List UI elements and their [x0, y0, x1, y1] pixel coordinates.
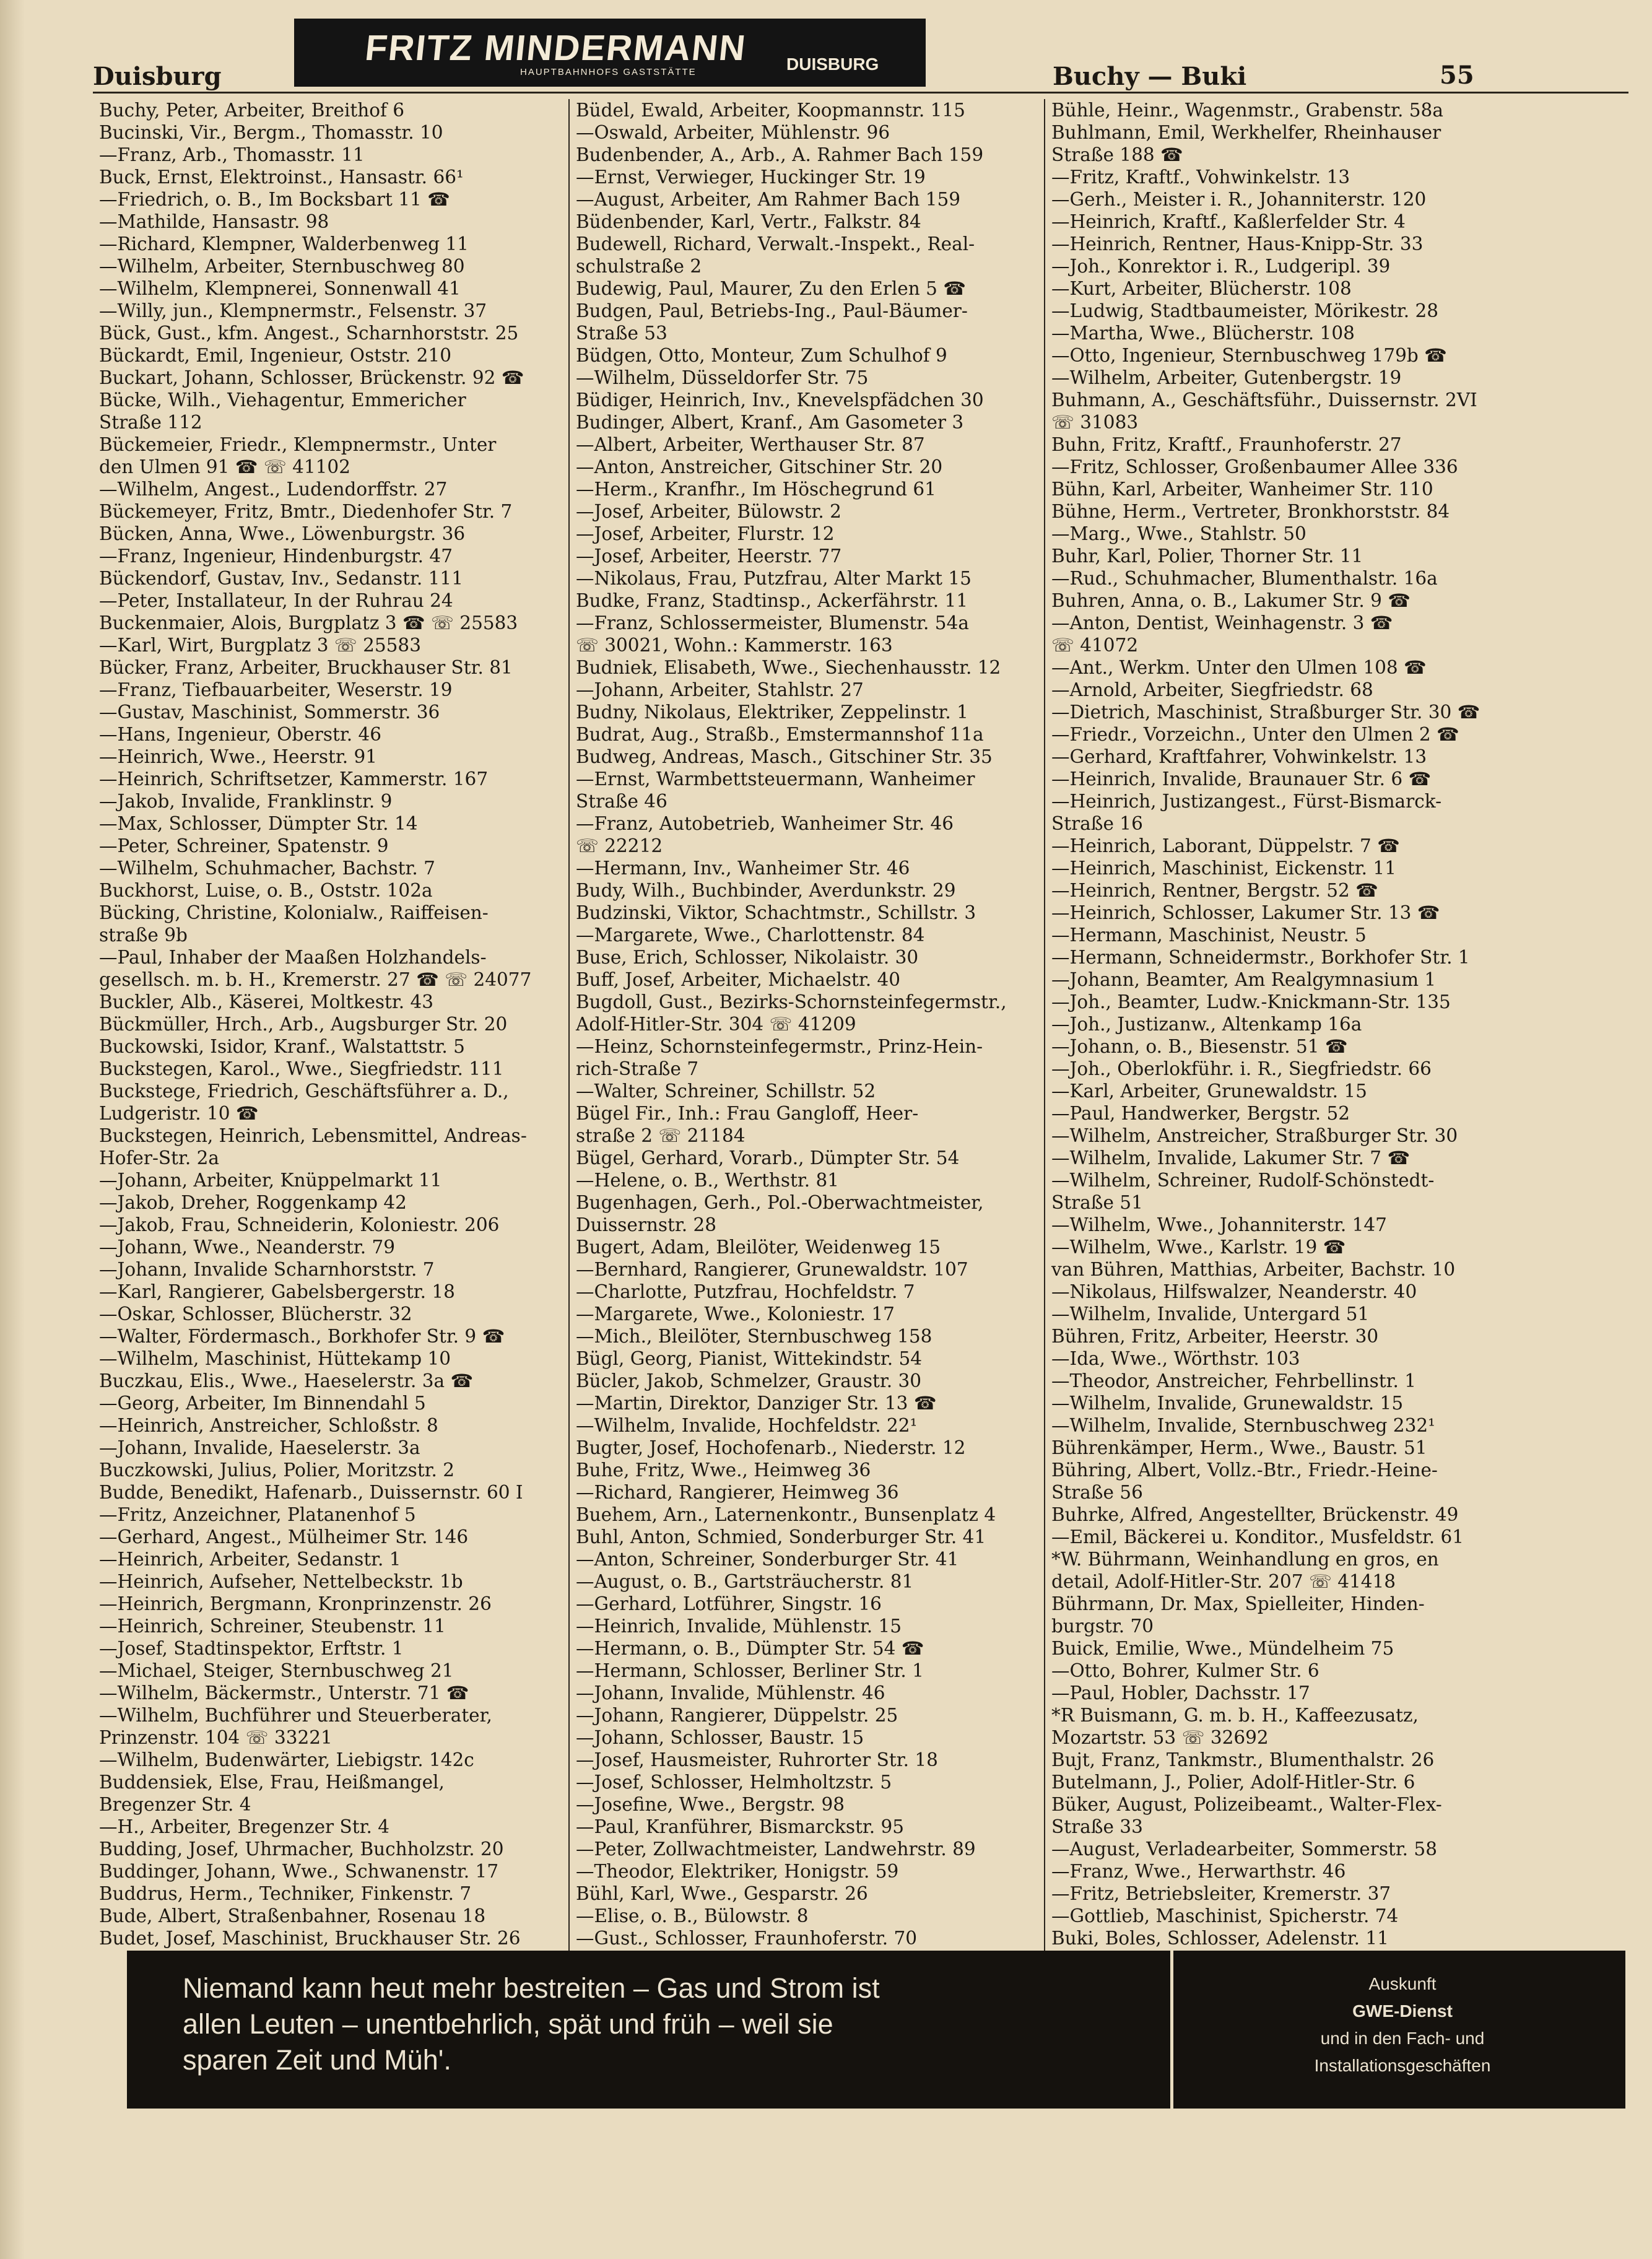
header-advertisement [294, 19, 926, 87]
directory-entry: ☏ 41072 [1051, 635, 1139, 656]
directory-entry: —Heinrich, Invalide, Braunauer Str. 6 ☎ [1051, 768, 1432, 790]
directory-entry: —Wilhelm, Schuhmacher, Bachstr. 7 [99, 858, 435, 879]
directory-entry: —Margarete, Wwe., Koloniestr. 17 [576, 1304, 895, 1325]
directory-entry: —Wilhelm, Schreiner, Rudolf-Schönstedt- [1051, 1170, 1435, 1191]
directory-entry: *R Buismann, G. m. b. H., Kaffeezusatz, [1051, 1705, 1419, 1726]
directory-entry: —Walter, Fördermasch., Borkhofer Str. 9 ☎ [99, 1326, 505, 1347]
directory-entry: —Fritz, Schlosser, Großenbaumer Allee 336 [1051, 456, 1458, 477]
directory-entry: Bückmüller, Hrch., Arb., Augsburger Str. 20 [99, 1014, 508, 1035]
directory-entry: —Heinrich, Rentner, Haus-Knipp-Str. 33 [1051, 233, 1424, 255]
directory-entry: —Kurt, Arbeiter, Blücherstr. 108 [1051, 278, 1352, 299]
directory-entry: Budewig, Paul, Maurer, Zu den Erlen 5 ☎ [576, 278, 967, 299]
directory-entry: —Josef, Schlosser, Helmholtzstr. 5 [576, 1772, 892, 1793]
directory-entry: —Johann, Invalide, Mühlenstr. 46 [576, 1682, 885, 1704]
directory-entry: —Heinrich, Arbeiter, Sedanstr. 1 [99, 1549, 401, 1570]
directory-entry: Budniek, Elisabeth, Wwe., Siechenhausstr. 12 [576, 657, 1001, 678]
directory-entry: —Joh., Oberlokführ. i. R., Siegfriedstr. 66 [1051, 1058, 1432, 1079]
directory-entry: —Georg, Arbeiter, Im Binnendahl 5 [99, 1393, 426, 1414]
directory-entry: Bücke, Wilh., Viehagentur, Emmericher [99, 390, 466, 411]
directory-entry: —Margarete, Wwe., Charlottenstr. 84 [576, 925, 925, 946]
directory-entry: burgstr. 70 [1051, 1616, 1154, 1637]
directory-entry: —Marg., Wwe., Stahlstr. 50 [1051, 523, 1306, 544]
directory-entry: —Jakob, Invalide, Franklinstr. 9 [99, 791, 393, 812]
directory-entry: Büdgen, Otto, Monteur, Zum Schulhof 9 [576, 345, 947, 366]
directory-entry: Bückendorf, Gustav, Inv., Sedanstr. 111 [99, 568, 463, 589]
directory-entry: —August, Arbeiter, Am Rahmer Bach 159 [576, 189, 961, 210]
directory-entry: —Heinrich, Bergmann, Kronprinzenstr. 26 [99, 1593, 492, 1614]
directory-entry: —Oskar, Schlosser, Blücherstr. 32 [99, 1304, 412, 1325]
ad-slogan [183, 1970, 1223, 2078]
directory-entry: —Josef, Stadtinspektor, Erftstr. 1 [99, 1638, 404, 1659]
directory-entry: Bude, Albert, Straßenbahner, Rosenau 18 [99, 1905, 486, 1926]
column-2 [576, 99, 1037, 1951]
directory-entry: —Wilhelm, Invalide, Lakumer Str. 7 ☎ [1051, 1147, 1411, 1169]
page-edge [0, 0, 25, 2259]
directory-entry: Buhr, Karl, Polier, Thorner Str. 11 [1051, 546, 1363, 567]
directory-entry: Buckowski, Isidor, Kranf., Walstattstr. 5 [99, 1036, 465, 1057]
directory-entry: Buddinger, Johann, Wwe., Schwanenstr. 17 [99, 1861, 499, 1882]
directory-entry: den Ulmen 91 ☎ ☏ 41102 [99, 456, 350, 477]
directory-entry: —Dietrich, Maschinist, Straßburger Str. 30 ☎ [1051, 702, 1480, 723]
directory-entry: —Johann, Arbeiter, Stahlstr. 27 [576, 679, 864, 700]
directory-entry: Buse, Erich, Schlosser, Nikolaistr. 30 [576, 947, 919, 968]
ad-divider [1170, 1951, 1173, 2109]
running-head-left: Duisburg [93, 62, 222, 91]
directory-entry: —Martin, Direktor, Danziger Str. 13 ☎ [576, 1393, 937, 1414]
directory-entry: Straße 56 [1051, 1482, 1143, 1503]
directory-entry: Adolf-Hitler-Str. 304 ☏ 41209 [576, 1014, 856, 1035]
directory-entry: —Wilhelm, Invalide, Sternbuschweg 232¹ [1051, 1415, 1435, 1436]
banner-city: DUISBURG [786, 54, 879, 74]
directory-entry: Bühne, Herm., Vertreter, Bronkhorststr. 84 [1051, 501, 1450, 522]
directory-entry: Buhe, Fritz, Wwe., Heimweg 36 [576, 1460, 871, 1481]
directory-entry: —Josef, Arbeiter, Bülowstr. 2 [576, 501, 841, 522]
directory-entry: —Ant., Werkm. Unter den Ulmen 108 ☎ [1051, 657, 1427, 678]
directory-columns [93, 99, 1628, 1957]
directory-entry: —Johann, Beamter, Am Realgymnasium 1 [1051, 969, 1437, 990]
directory-entry: —Gust., Schlosser, Fraunhoferstr. 70 [576, 1928, 918, 1949]
directory-entry: Buhn, Fritz, Kraftf., Fraunhoferstr. 27 [1051, 434, 1402, 455]
directory-entry: Bucinski, Vir., Bergm., Thomasstr. 10 [99, 122, 443, 143]
directory-entry: —Gerhard, Lotführer, Singstr. 16 [576, 1593, 882, 1614]
directory-entry: —Otto, Bohrer, Kulmer Str. 6 [1051, 1660, 1319, 1681]
directory-entry: Bückardt, Emil, Ingenieur, Oststr. 210 [99, 345, 451, 366]
directory-entry: Bücken, Anna, Wwe., Löwenburgstr. 36 [99, 523, 466, 544]
directory-entry: Budzinski, Viktor, Schachtmstr., Schillstr. 3 [576, 902, 976, 923]
directory-entry: —Heinrich, Maschinist, Eickenstr. 11 [1051, 858, 1396, 879]
directory-entry: Bühring, Albert, Vollz.-Btr., Friedr.-Heine- [1051, 1460, 1438, 1481]
column-divider [1044, 99, 1045, 1951]
directory-entry: Bühl, Karl, Wwe., Gesparstr. 26 [576, 1883, 868, 1904]
directory-entry: Bücler, Jakob, Schmelzer, Graustr. 30 [576, 1370, 922, 1391]
directory-entry: Büker, August, Polizeibeamt., Walter-Flex- [1051, 1794, 1442, 1815]
directory-entry: —Heinrich, Anstreicher, Schloßstr. 8 [99, 1415, 438, 1436]
directory-entry: —Emil, Bäckerei u. Konditor., Musfeldstr. 61 [1051, 1526, 1464, 1547]
directory-entry: Budewell, Richard, Verwalt.-Inspekt., Real- [576, 233, 975, 255]
directory-entry: Buckenmaier, Alois, Burgplatz 3 ☎ ☏ 25583 [99, 612, 518, 633]
directory-entry: —Theodor, Elektriker, Honigstr. 59 [576, 1861, 899, 1882]
directory-entry: Bugter, Josef, Hochofenarb., Niederstr. 12 [576, 1437, 966, 1458]
directory-entry: —Karl, Wirt, Burgplatz 3 ☏ 25583 [99, 635, 421, 656]
running-head-right: Buchy — Buki [1053, 62, 1247, 91]
ad-info-line: und in den Fach- und [1320, 2029, 1485, 2048]
directory-entry: Buki, Boles, Schlosser, Adelenstr. 11 [1051, 1928, 1389, 1949]
directory-entry: —Albert, Arbeiter, Werthauser Str. 87 [576, 434, 925, 455]
directory-entry: Budgen, Paul, Betriebs-Ing., Paul-Bäumer- [576, 300, 968, 321]
directory-entry: van Bühren, Matthias, Arbeiter, Bachstr. 10 [1051, 1259, 1456, 1280]
directory-entry: —Wilhelm, Buchführer und Steuerberater, [99, 1705, 492, 1726]
ad-info-line: Auskunft [1368, 1974, 1437, 1993]
directory-entry: —Heinrich, Invalide, Mühlenstr. 15 [576, 1616, 902, 1637]
directory-entry: Budinger, Albert, Kranf., Am Gasometer 3 [576, 412, 964, 433]
directory-entry: —Wilhelm, Arbeiter, Sternbuschweg 80 [99, 256, 465, 277]
directory-entry: —Wilhelm, Düsseldorfer Str. 75 [576, 367, 869, 388]
directory-entry: —Johann, Arbeiter, Knüppelmarkt 11 [99, 1170, 442, 1191]
directory-entry: Buckart, Johann, Schlosser, Brückenstr. 92 ☎ [99, 367, 524, 388]
directory-entry: —Max, Schlosser, Dümpter Str. 14 [99, 813, 418, 834]
directory-entry: —Heinrich, Kraftf., Kaßlerfelder Str. 4 [1051, 211, 1406, 232]
directory-entry: —Martha, Wwe., Blücherstr. 108 [1051, 323, 1355, 344]
directory-entry: Buckstegen, Karol., Wwe., Siegfriedstr. 111 [99, 1058, 504, 1079]
directory-entry: —Johann, Wwe., Neanderstr. 79 [99, 1237, 396, 1258]
directory-entry: —Mich., Bleilöter, Sternbuschweg 158 [576, 1326, 933, 1347]
directory-entry: Straße 33 [1051, 1816, 1143, 1837]
directory-entry: —Hans, Ingenieur, Oberstr. 46 [99, 724, 381, 745]
directory-entry: Budny, Nikolaus, Elektriker, Zeppelinstr. 1 [576, 702, 968, 723]
directory-entry: —Gustav, Maschinist, Sommerstr. 36 [99, 702, 440, 723]
directory-entry: —Wilhelm, Anstreicher, Straßburger Str. 30 [1051, 1125, 1458, 1146]
directory-entry: —Paul, Handwerker, Bergstr. 52 [1051, 1103, 1350, 1124]
directory-entry: —Paul, Inhaber der Maaßen Holzhandels- [99, 947, 487, 968]
directory-entry: straße 9b [99, 925, 188, 946]
directory-entry: —Anton, Schreiner, Sonderburger Str. 41 [576, 1549, 959, 1570]
directory-entry: —Hermann, Maschinist, Neustr. 5 [1051, 925, 1367, 946]
directory-entry: —Ida, Wwe., Wörthstr. 103 [1051, 1348, 1300, 1369]
directory-entry: Bück, Gust., kfm. Angest., Scharnhorststr. 25 [99, 323, 519, 344]
directory-entry: Bugdoll, Gust., Bezirks-Schornsteinfegermstr., [576, 991, 1007, 1012]
directory-entry: —Friedrich, o. B., Im Bocksbart 11 ☎ [99, 189, 450, 210]
directory-entry: —Hermann, Schneidermstr., Borkhofer Str. 1 [1051, 947, 1470, 968]
directory-entry: —Karl, Arbeiter, Grunewaldstr. 15 [1051, 1081, 1367, 1102]
directory-entry: Budding, Josef, Uhrmacher, Buchholzstr. 20 [99, 1839, 504, 1860]
directory-entry: —Josef, Arbeiter, Flurstr. 12 [576, 523, 835, 544]
directory-entry: —Hermann, Schlosser, Berliner Str. 1 [576, 1660, 924, 1681]
directory-entry: Buhmann, A., Geschäftsführ., Duissernstr. 2VI [1051, 390, 1477, 411]
ad-info [1180, 1970, 1625, 2079]
directory-entry: —Oswald, Arbeiter, Mühlenstr. 96 [576, 122, 890, 143]
directory-entry: —Johann, Schlosser, Baustr. 15 [576, 1727, 864, 1748]
directory-entry: detail, Adolf-Hitler-Str. 207 ☏ 41418 [1051, 1571, 1396, 1592]
directory-entry: —Richard, Rangierer, Heimweg 36 [576, 1482, 899, 1503]
directory-entry: —Gerh., Meister i. R., Johanniterstr. 120 [1051, 189, 1427, 210]
ad-info-title: GWE-Dienst [1352, 2001, 1453, 2021]
directory-entry: —Arnold, Arbeiter, Siegfriedstr. 68 [1051, 679, 1373, 700]
directory-entry: Bujt, Franz, Tankmstr., Blumenthalstr. 26 [1051, 1749, 1435, 1770]
directory-entry: —Wilhelm, Wwe., Johanniterstr. 147 [1051, 1214, 1387, 1235]
directory-entry: —Ernst, Verwieger, Huckinger Str. 19 [576, 167, 926, 188]
directory-entry: —Peter, Zollwachtmeister, Landwehrstr. 89 [576, 1839, 976, 1860]
directory-entry: Budenbender, A., Arb., A. Rahmer Bach 159 [576, 144, 984, 165]
directory-entry: Buddrus, Herm., Techniker, Finkenstr. 7 [99, 1883, 472, 1904]
directory-entry: —Wilhelm, Wwe., Karlstr. 19 ☎ [1051, 1237, 1346, 1258]
directory-entry: —Nikolaus, Hilfswalzer, Neanderstr. 40 [1051, 1281, 1417, 1302]
directory-entry: —Heinrich, Rentner, Bergstr. 52 ☎ [1051, 880, 1378, 901]
directory-entry: —Elise, o. B., Bülowstr. 8 [576, 1905, 809, 1926]
directory-entry: —August, Verladearbeiter, Sommerstr. 58 [1051, 1839, 1437, 1860]
banner-name: FRITZ MINDERMANN [363, 28, 749, 68]
directory-entry: —Franz, Schlossermeister, Blumenstr. 54a [576, 612, 969, 633]
banner-subtitle: HAUPTBAHNHOFS GASTSTÄTTE [520, 67, 697, 77]
directory-entry: —Johann, Invalide Scharnhorststr. 7 [99, 1259, 435, 1280]
directory-entry: Buehem, Arn., Laternenkontr., Bunsenplatz 4 [576, 1504, 996, 1525]
directory-entry: —Helene, o. B., Werthstr. 81 [576, 1170, 840, 1191]
directory-entry: —Gerhard, Angest., Mülheimer Str. 146 [99, 1526, 469, 1547]
page-number: 55 [1440, 61, 1474, 90]
directory-entry: Budde, Benedikt, Hafenarb., Duissernstr. 60 I [99, 1482, 523, 1503]
directory-entry: —August, o. B., Gartsträucherstr. 81 [576, 1571, 914, 1592]
directory-entry: Bügl, Georg, Pianist, Wittekindstr. 54 [576, 1348, 923, 1369]
directory-entry: —Hermann, Inv., Wanheimer Str. 46 [576, 858, 910, 879]
directory-entry: —Heinz, Schornsteinfegermstr., Prinz-Hein- [576, 1036, 983, 1057]
column-divider [568, 99, 570, 1951]
directory-entry: ☏ 22212 [576, 835, 663, 856]
directory-entry: —Peter, Installateur, In der Ruhrau 24 [99, 590, 453, 611]
directory-entry: Butelmann, J., Polier, Adolf-Hitler-Str. 6 [1051, 1772, 1415, 1793]
directory-entry: Buff, Josef, Arbeiter, Michaelstr. 40 [576, 969, 901, 990]
directory-entry: —Gerhard, Kraftfahrer, Vohwinkelstr. 13 [1051, 746, 1427, 767]
directory-entry: —Mathilde, Hansastr. 98 [99, 211, 329, 232]
directory-entry: Straße 51 [1051, 1192, 1143, 1213]
directory-entry: Buckstege, Friedrich, Geschäftsführer a. D., [99, 1081, 509, 1102]
directory-entry: Bühle, Heinr., Wagenmstr., Grabenstr. 58a [1051, 100, 1443, 121]
directory-entry: —Johann, Rangierer, Düppelstr. 25 [576, 1705, 898, 1726]
directory-entry: Straße 188 ☎ [1051, 144, 1183, 165]
directory-entry: —Heinrich, Justizangest., Fürst-Bismarck- [1051, 791, 1442, 812]
directory-entry: Buddensiek, Else, Frau, Heißmangel, [99, 1772, 445, 1793]
directory-entry: —Anton, Dentist, Weinhagenstr. 3 ☎ [1051, 612, 1393, 633]
directory-entry: —Fritz, Kraftf., Vohwinkelstr. 13 [1051, 167, 1350, 188]
header-rule [93, 92, 1628, 94]
directory-entry: Buhrke, Alfred, Angestellter, Brückenstr. 49 [1051, 1504, 1459, 1525]
directory-entry: —Joh., Justizanw., Altenkamp 16a [1051, 1014, 1362, 1035]
directory-entry: Budke, Franz, Stadtinsp., Ackerfährstr. 11 [576, 590, 968, 611]
directory-entry: —Heinrich, Schlosser, Lakumer Str. 13 ☎ [1051, 902, 1440, 923]
directory-entry: —Gottlieb, Maschinist, Spicherstr. 74 [1051, 1905, 1399, 1926]
directory-entry: Bugenhagen, Gerh., Pol.-Oberwachtmeister, [576, 1192, 984, 1213]
directory-entry: —Heinrich, Aufseher, Nettelbeckstr. 1b [99, 1571, 463, 1592]
directory-entry: —Josefine, Wwe., Bergstr. 98 [576, 1794, 845, 1815]
directory-entry: Straße 112 [99, 412, 202, 433]
directory-entry: —Wilhelm, Arbeiter, Gutenbergstr. 19 [1051, 367, 1402, 388]
directory-entry: Bügel Fir., Inh.: Frau Gangloff, Heer- [576, 1103, 919, 1124]
ad-line: sparen Zeit und Müh'. [183, 2044, 451, 2076]
directory-entry: —Richard, Klempner, Walderbenweg 11 [99, 233, 469, 255]
directory-entry: —Paul, Kranführer, Bismarckstr. 95 [576, 1816, 905, 1837]
directory-entry: Buchy, Peter, Arbeiter, Breithof 6 [99, 100, 405, 121]
directory-entry: Bügel, Gerhard, Vorarb., Dümpter Str. 54 [576, 1147, 960, 1169]
directory-entry: straße 2 ☏ 21184 [576, 1125, 746, 1146]
footer-advertisement [127, 1951, 1625, 2109]
ad-info-line: Installationsgeschäften [1314, 2056, 1491, 2075]
directory-entry: —Nikolaus, Frau, Putzfrau, Alter Markt 15 [576, 568, 972, 589]
directory-entry: Duissernstr. 28 [576, 1214, 717, 1235]
directory-entry: schulstraße 2 [576, 256, 702, 277]
directory-entry: Buckhorst, Luise, o. B., Oststr. 102a [99, 880, 433, 901]
directory-entry: *W. Bührmann, Weinhandlung en gros, en [1051, 1549, 1439, 1570]
directory-entry: ☏ 30021, Wohn.: Kammerstr. 163 [576, 635, 893, 656]
directory-entry: —Paul, Hobler, Dachsstr. 17 [1051, 1682, 1310, 1704]
directory-entry: Bühren, Fritz, Arbeiter, Heerstr. 30 [1051, 1326, 1379, 1347]
directory-entry: —Josef, Hausmeister, Ruhrorter Str. 18 [576, 1749, 938, 1770]
directory-entry: —Wilhelm, Angest., Ludendorffstr. 27 [99, 479, 448, 500]
directory-entry: —Franz, Ingenieur, Hindenburgstr. 47 [99, 546, 453, 567]
directory-entry: —Franz, Autobetrieb, Wanheimer Str. 46 [576, 813, 954, 834]
directory-entry: Bücking, Christine, Kolonialw., Raiffeisen- [99, 902, 489, 923]
directory-entry: —Heinrich, Laborant, Düppelstr. 7 ☎ [1051, 835, 1400, 856]
directory-entry: —Jakob, Frau, Schneiderin, Koloniestr. 206 [99, 1214, 500, 1235]
directory-entry: —Ernst, Warmbettsteuermann, Wanheimer [576, 768, 975, 790]
page-header [43, 19, 1628, 99]
directory-entry: —Peter, Schreiner, Spatenstr. 9 [99, 835, 389, 856]
directory-entry: —Charlotte, Putzfrau, Hochfeldstr. 7 [576, 1281, 915, 1302]
directory-entry: Straße 16 [1051, 813, 1143, 834]
directory-entry: —Herm., Kranfhr., Im Höschegrund 61 [576, 479, 936, 500]
directory-entry: Bücker, Franz, Arbeiter, Bruckhauser Str. 81 [99, 657, 513, 678]
directory-entry: —Franz, Arb., Thomasstr. 11 [99, 144, 365, 165]
directory-entry: Bührenkämper, Herm., Wwe., Baustr. 51 [1051, 1437, 1427, 1458]
directory-entry: —Franz, Wwe., Herwarthstr. 46 [1051, 1861, 1346, 1882]
directory-entry: —Otto, Ingenieur, Sternbuschweg 179b ☎ [1051, 345, 1447, 366]
directory-entry: Bückemeier, Friedr., Klempnermstr., Unter [99, 434, 497, 455]
directory-entry: ☏ 31083 [1051, 412, 1139, 433]
directory-entry: —Bernhard, Rangierer, Grunewaldstr. 107 [576, 1259, 968, 1280]
directory-entry: —Wilhelm, Invalide, Hochfeldstr. 22¹ [576, 1415, 918, 1436]
directory-entry: Budet, Josef, Maschinist, Bruckhauser Str. 26 [99, 1928, 521, 1949]
directory-entry: —Willy, jun., Klempnermstr., Felsenstr. 37 [99, 300, 487, 321]
directory-entry: —Wilhelm, Klempnerei, Sonnenwall 41 [99, 278, 461, 299]
directory-entry: Buhren, Anna, o. B., Lakumer Str. 9 ☎ [1051, 590, 1411, 611]
directory-entry: —Wilhelm, Maschinist, Hüttekamp 10 [99, 1348, 451, 1369]
directory-entry: —Franz, Tiefbauarbeiter, Weserstr. 19 [99, 679, 453, 700]
directory-entry: —Ludwig, Stadtbaumeister, Mörikestr. 28 [1051, 300, 1439, 321]
column-3 [1051, 99, 1513, 1951]
directory-entry: Bückemeyer, Fritz, Bmtr., Diedenhofer Str. 7 [99, 501, 513, 522]
directory-entry: Buick, Emilie, Wwe., Mündelheim 75 [1051, 1638, 1394, 1659]
directory-entry: Prinzenstr. 104 ☏ 33221 [99, 1727, 333, 1748]
directory-entry: —Heinrich, Wwe., Heerstr. 91 [99, 746, 377, 767]
directory-entry: Bregenzer Str. 4 [99, 1794, 251, 1815]
directory-entry: Budy, Wilh., Buchbinder, Averdunkstr. 29 [576, 880, 956, 901]
directory-entry: Hofer-Str. 2a [99, 1147, 219, 1169]
directory-entry: Büdiger, Heinrich, Inv., Knevelspfädchen 30 [576, 390, 984, 411]
directory-entry: —Hermann, o. B., Dümpter Str. 54 ☎ [576, 1638, 924, 1659]
directory-entry: Büdenbender, Karl, Vertr., Falkstr. 84 [576, 211, 921, 232]
directory-entry: —Heinrich, Schreiner, Steubenstr. 11 [99, 1616, 446, 1637]
directory-entry: Ludgeristr. 10 ☎ [99, 1103, 259, 1124]
directory-entry: —Joh., Konrektor i. R., Ludgeripl. 39 [1051, 256, 1391, 277]
directory-entry: —Fritz, Anzeichner, Platanenhof 5 [99, 1504, 416, 1525]
directory-entry: —Heinrich, Schriftsetzer, Kammerstr. 167 [99, 768, 489, 790]
directory-entry: —Wilhelm, Budenwärter, Liebigstr. 142c [99, 1749, 474, 1770]
ad-line: allen Leuten – unentbehrlich, spät und früh – weil sie [183, 2008, 833, 2040]
directory-entry: —Joh., Beamter, Ludw.-Knickmann-Str. 135 [1051, 991, 1451, 1012]
directory-entry: —Wilhelm, Invalide, Untergard 51 [1051, 1304, 1370, 1325]
directory-entry: Buczkowski, Julius, Polier, Moritzstr. 2 [99, 1460, 455, 1481]
directory-entry: —Karl, Rangierer, Gabelsbergerstr. 18 [99, 1281, 455, 1302]
directory-entry: —Wilhelm, Bäckermstr., Unterstr. 71 ☎ [99, 1682, 469, 1704]
directory-entry: gesellsch. m. b. H., Kremerstr. 27 ☎ ☏ 24077 [99, 969, 532, 990]
directory-entry: Buhl, Anton, Schmied, Sonderburger Str. 41 [576, 1526, 986, 1547]
directory-entry: Buck, Ernst, Elektroinst., Hansastr. 66¹ [99, 167, 464, 188]
directory-entry: —Fritz, Betriebsleiter, Kremerstr. 37 [1051, 1883, 1391, 1904]
directory-entry: Buckler, Alb., Käserei, Moltkestr. 43 [99, 991, 434, 1012]
directory-entry: —Josef, Arbeiter, Heerstr. 77 [576, 546, 842, 567]
directory-entry: Bührmann, Dr. Max, Spielleiter, Hinden- [1051, 1593, 1425, 1614]
directory-entry: —H., Arbeiter, Bregenzer Str. 4 [99, 1816, 389, 1837]
directory-entry: —Walter, Schreiner, Schillstr. 52 [576, 1081, 876, 1102]
directory-entry: —Michael, Steiger, Sternbuschweg 21 [99, 1660, 454, 1681]
directory-entry: Buczkau, Elis., Wwe., Haeselerstr. 3a ☎ [99, 1370, 474, 1391]
directory-entry: Budweg, Andreas, Masch., Gitschiner Str. 35 [576, 746, 993, 767]
directory-entry: Straße 46 [576, 791, 667, 812]
directory-entry: —Anton, Anstreicher, Gitschiner Str. 20 [576, 456, 943, 477]
directory-entry: Bühn, Karl, Arbeiter, Wanheimer Str. 110 [1051, 479, 1433, 500]
directory-entry: —Rud., Schuhmacher, Blumenthalstr. 16a [1051, 568, 1438, 589]
directory-entry: Büdel, Ewald, Arbeiter, Koopmannstr. 115 [576, 100, 965, 121]
directory-entry: rich-Straße 7 [576, 1058, 699, 1079]
directory-entry: —Johann, o. B., Biesenstr. 51 ☎ [1051, 1036, 1348, 1057]
directory-entry: Mozartstr. 53 ☏ 32692 [1051, 1727, 1269, 1748]
directory-entry: —Wilhelm, Invalide, Grunewaldstr. 15 [1051, 1393, 1404, 1414]
directory-entry: —Johann, Invalide, Haeselerstr. 3a [99, 1437, 420, 1458]
directory-entry: —Theodor, Anstreicher, Fehrbellinstr. 1 [1051, 1370, 1416, 1391]
directory-entry: Buckstegen, Heinrich, Lebensmittel, Andreas- [99, 1125, 527, 1146]
ad-line: Niemand kann heut mehr bestreiten – Gas und Strom ist [183, 1972, 880, 2004]
directory-entry: Buhlmann, Emil, Werkhelfer, Rheinhauser [1051, 122, 1441, 143]
directory-entry: Straße 53 [576, 323, 667, 344]
directory-entry: —Friedr., Vorzeichn., Unter den Ulmen 2 ☎ [1051, 724, 1459, 745]
directory-entry: Bugert, Adam, Bleilöter, Weidenweg 15 [576, 1237, 941, 1258]
directory-entry: —Jakob, Dreher, Roggenkamp 42 [99, 1192, 407, 1213]
column-1 [99, 99, 560, 1951]
directory-entry: Budrat, Aug., Straßb., Emstermannshof 11a [576, 724, 984, 745]
